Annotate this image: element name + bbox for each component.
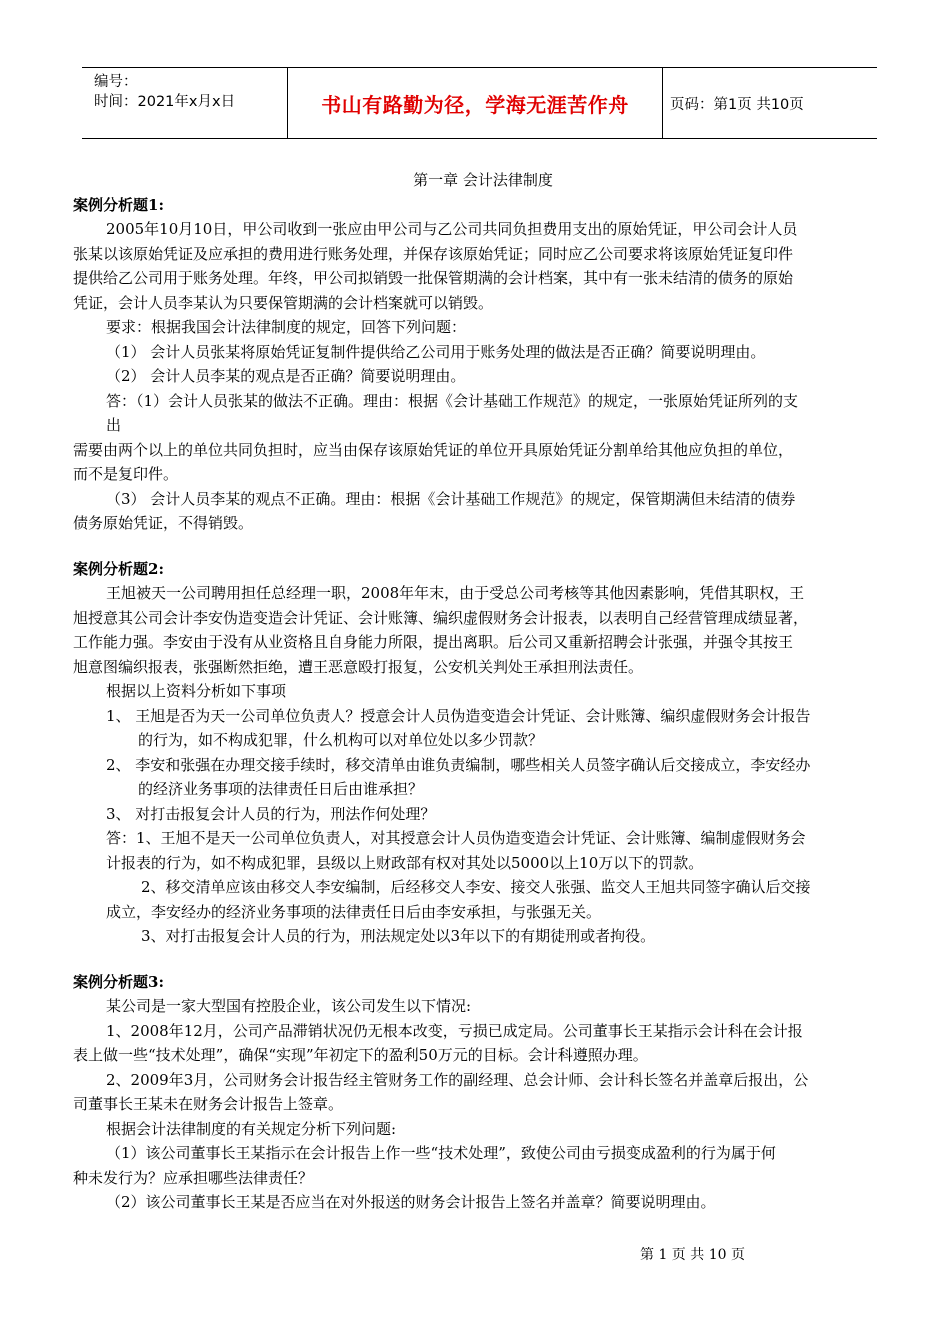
case1-answer: 债务原始凭证，不得销毁。: [73, 514, 254, 532]
case1-line: 凭证，会计人员李某认为只要保管期满的会计档案就可以销毁。: [73, 293, 494, 312]
case2-answer: 计报表的行为，如不构成犯罪，县级以上财政部有权对其处以5000以上10万以下的罚款。: [106, 853, 704, 872]
case3-line: 某公司是一家大型国有控股企业，该公司发生以下情况:: [106, 997, 472, 1015]
case3-line: 司董事长王某未在财务会计报告上签章。: [73, 1095, 344, 1113]
case1-answer: （3） 会计人员李某的观点不正确。理由：根据《会计基础工作规范》的规定，保管期满但未结清的债券: [106, 489, 796, 508]
case2-answer: 2、移交清单应该由移交人李安编制，后经移交人李安、接交人张强、监交人王旭共同签字确认后交接: [141, 878, 811, 896]
page-info: 页码：第1页 共10页: [670, 96, 804, 113]
motto: 书山有路勤为径，学海无涯苦作舟: [321, 92, 629, 117]
case2-line: 工作能力强。李安由于没有从业资格且自身能力所限，提出离职。后公司又重新招聘会计张强，并强令其按王: [73, 633, 794, 651]
case1-line: 张某以该原始凭证及应承担的费用进行账务处理，并保存该原始凭证；同时应乙公司要求将该原始凭证复印件: [73, 244, 794, 263]
case2-question: 1、 王旭是否为天一公司单位负责人？授意会计人员伪造变造会计凭证、会计账簿、编织虚假财务会计报告: [106, 706, 811, 725]
case2-answer: 答：1、王旭不是天一公司单位负责人，对其授意会计人员伪造变造会计凭证、会计账簿、编制虚假财务会: [106, 829, 806, 847]
code-label: 编号：: [94, 74, 138, 90]
case1-answer: 答：（1）会计人员张某的做法不正确。理由：根据《会计基础工作规范》的规定，一张原始凭证所列的支: [106, 391, 799, 410]
case1-line: 2005年10月10日，甲公司收到一张应由甲公司与乙公司共同负担费用支出的原始凭证，甲公司会计人员: [106, 220, 798, 238]
case2-question: 3、 对打击报复会计人员的行为，刑法作何处理？: [106, 804, 436, 823]
document-header: [82, 67, 877, 139]
page-footer: 第 1 页 共 10 页: [640, 1247, 745, 1263]
case2-answer: 成立，李安经办的经济业务事项的法律责任日后由李安承担，与张强无关。: [106, 902, 602, 921]
case2-line: 旭意图编织报表，张强断然拒绝，遭王恶意殴打报复，公安机关判处王承担刑法责任。: [73, 657, 644, 676]
case1-answer: 而不是复印件。: [73, 465, 179, 483]
case1-line: 提供给乙公司用于账务处理。年终，甲公司拟销毁一批保管期满的会计档案，其中有一张未结清的债务的原始: [73, 269, 794, 287]
header-meta: [82, 68, 287, 138]
case2-question: 的行为，如不构成犯罪，什么机构可以对单位处以多少罚款？: [138, 731, 544, 749]
case1-answer: 需要由两个以上的单位共同负担时，应当由保存该原始凭证的单位开具原始凭证分割单给其他应负担的单位，: [73, 440, 794, 459]
chapter-title: 第一章 会计法律制度: [413, 171, 553, 189]
case2-title: 案例分析题2:: [73, 559, 164, 578]
case2-question: 2、 李安和张强在办理交接手续时，移交清单由谁负责编制，哪些相关人员签字确认后交接成立，李安经办: [106, 755, 811, 774]
document-body: [73, 168, 893, 1215]
case3-line: 2、2009年3月，公司财务会计报告经主管财务工作的副经理、总会计师、会计科长签名并盖章后报出，公: [106, 1070, 809, 1089]
case2-line: 根据以上资料分析如下事项: [106, 682, 287, 700]
case3-line: 根据会计法律制度的有关规定分析下列问题:: [106, 1119, 397, 1138]
case1-question: （2） 会计人员李某的观点是否正确？简要说明理由。: [106, 367, 466, 385]
case3-line: 表上做一些“技术处理”，确保“实现”年初定下的盈利50万元的目标。会计科遵照办理。: [73, 1046, 648, 1064]
header-page-cell: [662, 68, 877, 138]
case1-line: 要求：根据我国会计法律制度的规定，回答下列问题：: [106, 318, 467, 336]
case3-question: （1）该公司董事长王某指示在会计报告上作一些“技术处理”，致使公司由亏损变成盈利的行为属于何: [106, 1144, 776, 1162]
case3-line: 1、2008年12月，公司产品滞销状况仍无根本改变，亏损已成定局。公司董事长王某指示会计科在会计报: [106, 1021, 803, 1040]
case3-question: （2）该公司董事长王某是否应当在对外报送的财务会计报告上签名并盖章？简要说明理由。: [106, 1193, 716, 1211]
case3-question: 种未发行为？应承担哪些法律责任？: [73, 1168, 314, 1187]
case3-title: 案例分析题3:: [73, 972, 164, 991]
case2-question: 的经济业务事项的法律责任日后由谁承担？: [138, 780, 424, 798]
case2-line: 旭授意其公司会计李安伪造变造会计凭证、会计账簿、编织虚假财务会计报表，以表明自己经营管理成绩显著，: [73, 608, 809, 627]
case2-line: 王旭被天一公司聘用担任总经理一职，2008年年末，由于受总公司考核等其他因素影响，凭借其职权，王: [106, 584, 805, 602]
time-label: 时间：2021年x月x日: [94, 94, 236, 110]
case1-question: （1） 会计人员张某将原始凭证复制件提供给乙公司用于账务处理的做法是否正确？简要说明理由。: [106, 342, 766, 361]
case1-answer: 出: [106, 416, 122, 434]
case2-answer: 3、对打击报复会计人员的行为，刑法规定处以3年以下的有期徒刑或者拘役。: [141, 927, 656, 945]
header-motto-cell: [287, 68, 663, 138]
case1-title: 案例分析题1:: [73, 195, 164, 214]
